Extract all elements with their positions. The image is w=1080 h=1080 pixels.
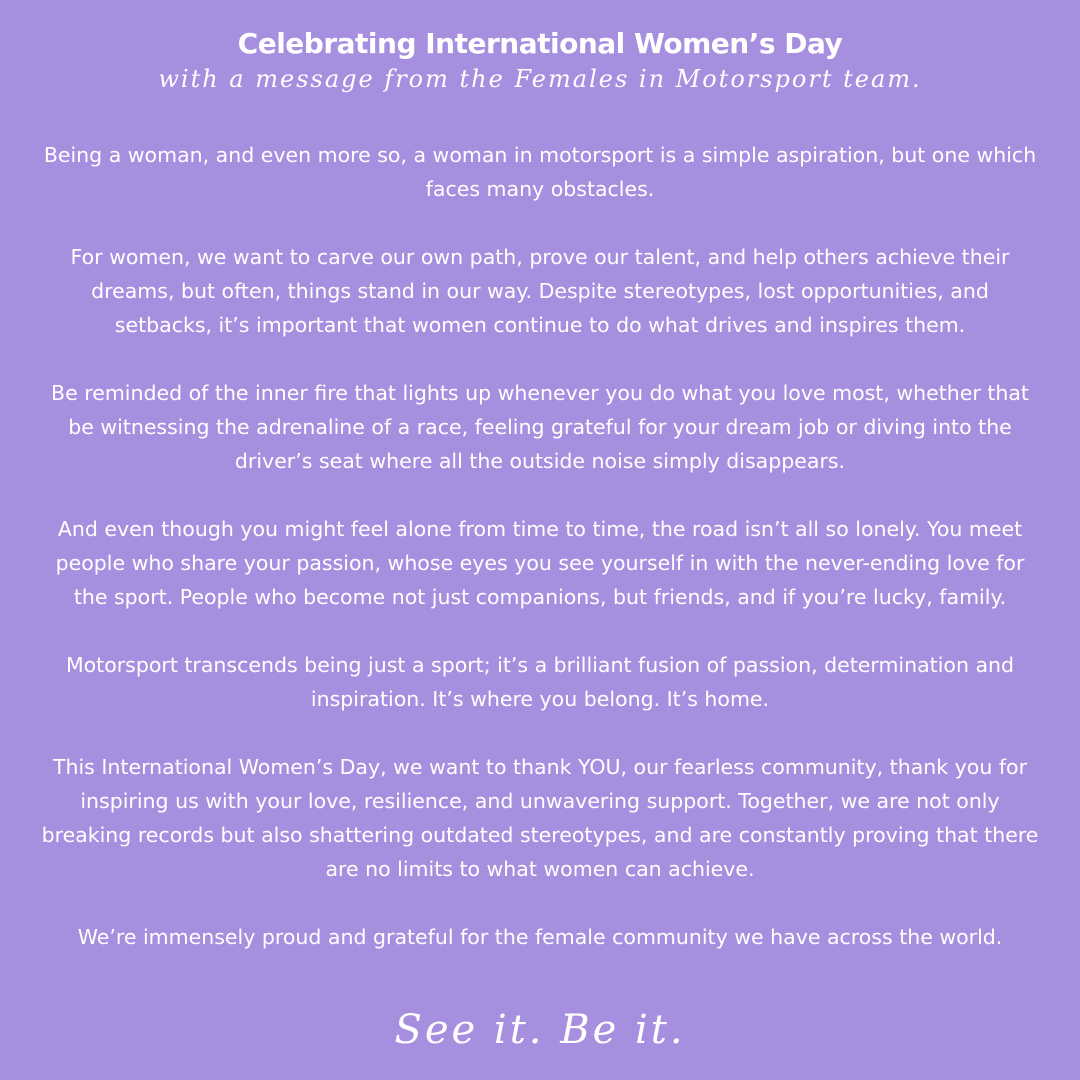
tagline: See it. Be it. <box>394 1007 686 1053</box>
page-subtitle: with a message from the Females in Motorsport team. <box>158 65 922 93</box>
message-body <box>40 138 1040 988</box>
message-paragraph-7: We’re immensely proud and grateful for the female community we have across the world. <box>77 925 1003 949</box>
message-paragraph-6: This International Women’s Day, we want to thank YOU, our fearless community, thank you for inspiring us with your love, resilience, and unwavering support. Together, we are not only breaking records but also shattering outdated stereotypes, and are constantly proving that there are no limits to what women can achieve. <box>41 755 1039 881</box>
message-paragraph-2: For women, we want to carve our own path, prove our talent, and help others achieve their dreams, but often, things stand in our way. Despite stereotypes, lost opportunities, and setbacks, it’s important that women continue to do what drives and inspires them. <box>70 245 1010 337</box>
message-paragraph-5: Motorsport transcends being just a sport; it’s a brilliant fusion of passion, determination and inspiration. It’s where you belong. It’s home. <box>65 653 1015 711</box>
message-paragraph-3: Be reminded of the inner fire that lights up whenever you do what you love most, whether that be witnessing the adrenaline of a race, feeling grateful for your dream job or diving into the driver’s seat where all the outside noise simply disappears. <box>51 381 1029 473</box>
message-paragraph-1: Being a woman, and even more so, a woman in motorsport is a simple aspiration, but one which faces many obstacles. <box>43 143 1037 201</box>
page-title: Celebrating International Women’s Day <box>237 27 843 60</box>
message-paragraph-4: And even though you might feel alone from time to time, the road isn’t all so lonely. You meet people who share your passion, whose eyes you see yourself in with the never-ending love for the sport. People who become not just companions, but friends, and if you’re lucky, family. <box>55 517 1025 609</box>
